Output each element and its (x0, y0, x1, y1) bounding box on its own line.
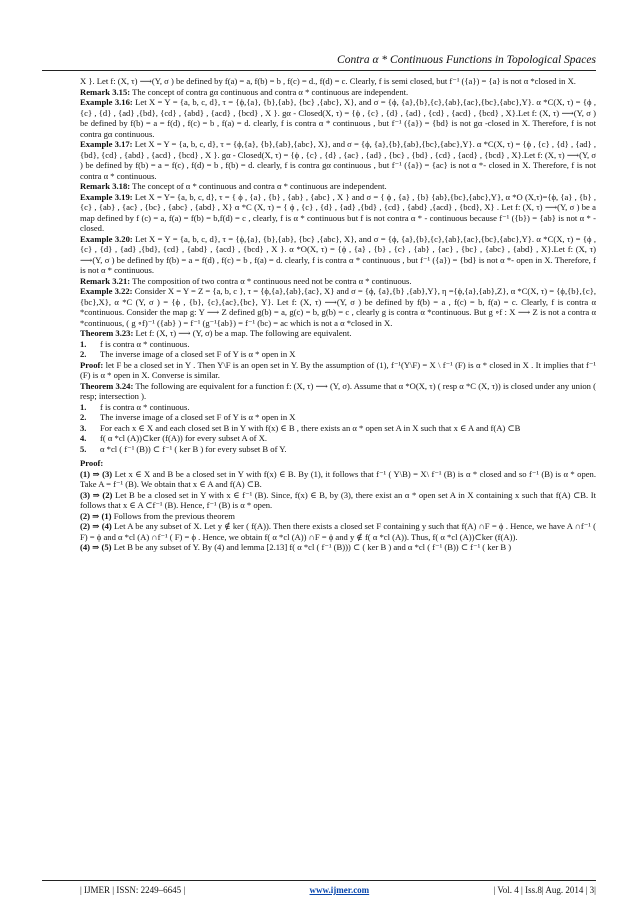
proof-step-label: (3) ⇒ (2) (80, 489, 113, 500)
page-body (80, 76, 596, 553)
running-header: Contra α * Continuous Functions in Topological Spaces (337, 54, 596, 66)
paragraph (80, 286, 596, 328)
theorem-item (80, 412, 596, 423)
item-number: 2. (80, 412, 87, 422)
paragraph-label: Example 3.19: (80, 191, 133, 202)
paragraph-label: Example 3.20: (80, 233, 133, 244)
proof-step-label: (1) ⇒ (3) (80, 468, 113, 479)
paragraph-text: The concept of α * continuous and contra α * continuous are independent. (132, 181, 387, 191)
theorem-text: The following are equivalent for a function f: (X, τ) ⟶ (Y, σ). Assume that α *O(X, τ) ( resp α *C (X, τ)) is closed under any union ( resp; intersection ). (80, 380, 596, 401)
paragraph-text: Consider X = Y = Z = {a, b, c }, τ = {ϕ,{a},{ab},{ac}, X} and σ = {ϕ, {a},{b} ,{ab},Y}, η ={ϕ,{a},{ab},Z}, α *C(X, τ) = {ϕ,{b},{c},{bc},X}, α *C (Y, σ ) = {ϕ , {b}, {c},{ac},{bc}, Y}. Let f: (X, τ) ⟶(Y, σ ) be defined by f(b) = a , f(c) = b, f(a) = c. Clearly, f is contra α *continuous. Consider the map g: Y ⟶ Z defined g(b) = a, g(c) = b, g(b) = c , clearly g is contra α *continuous. But g ∘f : X ⟶ Z is not a contra α *continuous, ( g ∘f)⁻¹ ({ab} ) = f⁻¹ (g⁻¹{ab}) = f⁻¹ (bc) = ac which is not a α *closed in X. (80, 286, 596, 328)
theorem-item (80, 339, 596, 350)
proof-step-label: (2) ⇒ (4) (80, 521, 112, 531)
footer-issue: | Vol. 4 | Iss.8| Aug. 2014 | 3| (493, 885, 596, 895)
paragraph (80, 97, 596, 139)
paragraph-label: Example 3.17: (80, 139, 133, 149)
paragraph (80, 139, 596, 181)
item-text: The inverse image of a closed set F of Y is α * open in X (100, 349, 296, 359)
paragraph-label: Remark 3.15: (80, 86, 131, 97)
proof-step (80, 521, 596, 542)
proof-step-text: Let B be a closed set in Y with x ∈ f⁻¹ (B). Since, f(x) ∈ B, by (3), there exist an α * open set A in X containing x such that f(A) ⊂B. It follows that x ∈ A ⊂f⁻¹ (B). Hence, f⁻¹ (B) is α * open. (80, 489, 597, 510)
proof-step-text: Let A be any subset of X. Let y ∉ ker ( f(A)). Then there exists a closed set F containing y such that f(A) ∩F = ϕ . Hence, we have A ∩f⁻¹ ( F) = ϕ and α *cl (A) ∩f⁻¹ ( F) = ϕ . Hence, we obtain f( α *cl (A)) ∩F = ϕ and y ∉ f( α *cl (A)). Thus, f( α *cl (A))⊂ker (f(A)). (80, 521, 596, 542)
theorem-3-23-items (80, 339, 596, 360)
theorem-label: Theorem 3.24: (80, 380, 134, 391)
proof-text: let F be a closed set in Y . Then Y\F is an open set in Y. By the assumption of (1), f⁻¹(Y\F) = X \ f⁻¹ (F) is α * closed in X . It implies that f⁻¹ (F) is α * open in X. Converse is similar. (80, 359, 597, 380)
item-number: 2. (80, 349, 87, 359)
paragraph-label: Example 3.22: (80, 286, 133, 296)
proof-step-label: (2) ⇒ (1) (80, 510, 112, 521)
header-rule (42, 70, 596, 71)
proof-step (80, 511, 596, 522)
theorem-item (80, 433, 596, 444)
proof-step-text: Follows from the previous theorem (113, 510, 235, 521)
paragraph (80, 328, 596, 339)
paragraph-text: X }. Let f: (X, τ) ⟶(Y, σ ) be defined by f(a) = a, f(b) = b , f(c) = d., f(d) = c. Clearly, f is semi closed, but f⁻¹ ({a}) = {a} is not α *closed in X. (80, 76, 576, 86)
proof-label: Proof: (80, 458, 104, 468)
theorem-item (80, 402, 596, 413)
proof-step (80, 469, 596, 490)
theorem-item (80, 444, 596, 455)
item-number: 1. (80, 338, 87, 349)
footer-rule (42, 880, 596, 881)
paragraph-label: Theorem 3.23: (80, 328, 134, 338)
paragraph-label: Remark 3.18: (80, 181, 131, 191)
footer-journal: | IJMER | ISSN: 2249–6645 | (80, 885, 186, 895)
item-number: 3. (80, 422, 87, 433)
proof-step (80, 542, 596, 553)
paragraph-text: Let f: (X, τ) ⟶ (Y, σ) be a map. The following are equivalent. (135, 328, 352, 338)
page-footer (80, 883, 596, 897)
item-text: The inverse image of a closed set F of Y is α * open in X (100, 412, 296, 422)
item-number: 5. (80, 443, 87, 454)
item-text: f( α *cl (A))⊂ker (f(A)) for every subset A of X. (100, 433, 268, 443)
paragraph-list (80, 76, 596, 339)
item-text: α *cl ( f⁻¹ (B)) ⊂ f⁻¹ ( ker B ) for every subset B of Y. (100, 443, 287, 454)
proof-step-text: Let B be any subset of Y. By (4) and lemma [2.13] f( α *cl ( f⁻¹ (B))) ⊂ ( ker B ) and α *cl ( f⁻¹ (B)) ⊂ f⁻¹ ( ker B ) (113, 542, 512, 552)
proof-3-24-label (80, 458, 596, 469)
theorem-3-24-items (80, 402, 596, 455)
paragraph (80, 276, 596, 287)
paragraph (80, 192, 596, 234)
paragraph-text: The concept of contra gα continuous and contra α * continuous are independent. (132, 86, 409, 97)
paragraph (80, 181, 596, 192)
paragraph (80, 87, 596, 98)
item-text: f is contra α * continuous. (100, 338, 190, 349)
paragraph-text: Let X = Y = {a, b, c, d}, τ = {ϕ,{a}, {b},{ab}, {bc} ,{abc}, X}, and σ = {ϕ, {a},{b},{c},{ab},{ac},{bc},{abc},Y}. α *C(X, τ) = {ϕ , {c} , {d} , {ad} ,{bd}, {cd} , {abd} , {acd} , {bcd} , X }. α *O(X, τ) = {ϕ , {a} , {b} , {c} , {ab} , {ac} , {bc} , {abc} , {abd} , X}.Let f: (X, τ) ⟶(Y, σ ) be defined by f(b) = a = f(d) , f(c) = b , f(a) = d. clearly, f is contra α * continuous , but f⁻¹ ({a}) = {bd} is not α *- open in X. Therefore, f is not α * continuous. (80, 233, 596, 275)
paragraph-label: Remark 3.21: (80, 275, 131, 286)
paragraph-text: Let X = Y = {a, b, c, d}, τ = {ϕ,{a}, {b},{ab},{abc}, X}, and σ = {ϕ, {a},{b},{ab},{bc},{abc},Y}. α *C(X, τ) = {ϕ , {c} , {d} , {ad} ,{bd}, {cd} , {abd} , {acd} , {bcd} , X }. gα - Closed(X, τ) = {ϕ , {c} , {d} , {ac} , {ad} , {bc} , {bd} , {cd} , {acd} , {bcd} , X}.Let f: (X, τ) ⟶(Y, σ ) be defined by f(b) = a = f(c) , f(d) = b , f(b) = d. clearly, f is contra gα continuous , but f⁻¹ ({a}) = {ac} is not α *- closed in X. Therefore, f is not contra α * continuous. (80, 139, 597, 181)
item-text: f is contra α * continuous. (100, 401, 190, 412)
paragraph-label: Example 3.16: (80, 97, 133, 107)
journal-website-link[interactable]: www.ijmer.com (309, 885, 370, 895)
paragraph-text: Let X = Y = {a, b, c, d}, τ = {ϕ,{a}, {b},{ab}, {bc} ,{abc}, X}, and σ = {ϕ, {a},{b},{c},{ab},{ac},{bc},{abc},Y}. α *C(X, τ) = {ϕ , {c} , {d} , {ad} ,{bd}, {cd} , {abd} , {acd} , {bcd} , X }. gα - Closed(X, τ) = {ϕ , {c} , {d} , {ad} , {cd} , {acd} , {bcd} , X}.Let f: (X, τ) ⟶(Y, σ ) be defined by f(b) = a = f(d) , f(c) = b , f(a) = d. clearly, f is contra α * continuous , but f⁻¹ ({a}) = {bd} is not gα -closed in X. Therefore, f is not contra gα continuous. (80, 97, 596, 139)
item-number: 4. (80, 433, 87, 443)
item-number: 1. (80, 401, 87, 412)
proof-step-text: Let x ∈ X and B be a closed set in Y with f(x) ∈ B. By (1), it follows that f⁻¹ ( Y\B) = X\ f⁻¹ (B) is α * closed and so f⁻¹ (B) is α * open. Take A = f⁻¹ (B). We obtain that x ∈ A and f(A) ⊂B. (80, 468, 597, 489)
proof-step (80, 490, 596, 511)
theorem-item (80, 423, 596, 434)
item-text: For each x ∈ X and each closed set B in Y with f(x) ∈ B , there exists an α * open set A in X such that x ∈ A and f(A) ⊂B (100, 422, 521, 433)
paragraph-text: Let X = Y= {a, b, c, d}, τ = { ϕ , {a} , {b} , {ab} , {abc} , X } and σ = { ϕ , {a} , {b} {ab},{bc},{abc},Y}, α *O (X,τ)={ϕ, {a} , {b} , {c} , {ab} , {ac} , {bc} , {abc} , {abd} , X} α *C (X, τ) = { ϕ , {c} , {d} , {ad} ,{bd} , {cd} , {abd} ,{acd} , {bcd}, X} . Let f: (X, τ) ⟶(Y, σ ) be a map defined by f (c) = a, f(a) = f(b) = b,f(d) = c , clearly, f is α * continuous but f is not contra α * - continuous because f⁻¹ ({b}) = {ab} is not α * - closed. (80, 191, 596, 233)
paragraph-text: The composition of two contra α * continuous need not be contra α * continuous. (132, 275, 412, 286)
paragraph (80, 234, 596, 276)
proof-3-24-steps (80, 469, 596, 553)
theorem-item (80, 349, 596, 360)
proof-step-label: (4) ⇒ (5) (80, 542, 112, 552)
proof-3-23 (80, 360, 596, 381)
theorem-3-24 (80, 381, 596, 402)
proof-label: Proof: (80, 359, 104, 370)
paragraph (80, 76, 596, 87)
